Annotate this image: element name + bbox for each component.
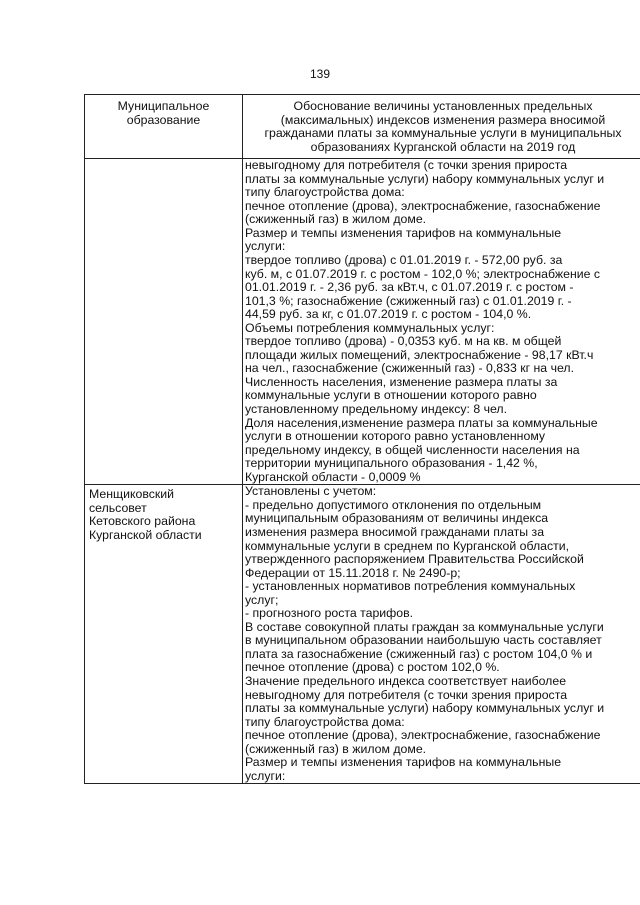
text-line: 44,59 руб. за кг, с 01.07.2019 г. с ростом - 104,0 %. — [245, 307, 532, 322]
text-line: печное отопление (дрова), электроснабжение, газоснабжение — [245, 728, 601, 743]
text-line: твердое топливо (дрова) - 0,0353 куб. м на кв. м общей — [245, 334, 562, 349]
text-line: типу благоустройства дома: — [245, 185, 405, 200]
header-justification — [243, 95, 640, 159]
municipality-name-line: Курганской области — [89, 527, 202, 542]
text-line: куб. м, с 01.07.2019 г. с ростом - 102,0 %; электроснабжение с — [245, 266, 601, 281]
text-line: (сжиженный газ) в жилом доме. — [245, 741, 427, 756]
text-line: услуги в отношении которого равно установленному — [245, 429, 546, 444]
text-line: коммунальные услуги в отношении которого равно — [245, 388, 537, 403]
text-line: платы за коммунальные услуги) набору коммунальных услуг и — [245, 701, 605, 716]
justification-text — [243, 485, 640, 783]
header-col2-line: Обоснование величины установленных предельных — [293, 99, 593, 113]
text-line: (сжиженный газ) в жилом доме. — [245, 212, 427, 227]
text-line: печное отопление (дрова), электроснабжение, газоснабжение — [245, 198, 601, 213]
municipality-name-line: Менщиковский — [89, 487, 175, 502]
text-line: территории муниципального образования - 1,42 %, — [245, 456, 538, 471]
text-line: предельному индексу, в общей численности населения на — [245, 442, 580, 457]
text-line: услуги: — [245, 768, 286, 783]
text-line: услуги: — [245, 239, 286, 254]
header-col2-line: гражданами платы за коммунальные услуги в муниципальных — [264, 126, 622, 141]
justification-text — [243, 159, 640, 484]
text-line: 101,3 %; газоснабжение (сжиженный газ) с 01.01.2019 г. - — [245, 293, 572, 308]
header-municipality — [85, 95, 243, 159]
municipality-cell-empty — [85, 159, 243, 485]
text-line: невыгодному для потребителя (с точки зрения прироста — [245, 687, 568, 702]
text-line: В составе совокупной платы граждан за коммунальные услуги — [245, 619, 604, 634]
text-line: - установленных нормативов потребления коммунальных — [245, 579, 576, 594]
table-row — [85, 485, 640, 784]
text-line: печное отопление (дрова) с ростом 102,0 %. — [245, 660, 500, 675]
justification-cell — [243, 159, 640, 485]
table-header-row — [85, 95, 640, 159]
page-number: 139 — [309, 67, 331, 81]
text-line: услуг; — [245, 592, 279, 607]
text-line: невыгодному для потребителя (с точки зрения прироста — [245, 158, 568, 173]
text-line: Доля населения,изменение размера платы за коммунальные — [245, 415, 598, 430]
text-line: плата за газоснабжение (сжиженный газ) с ростом 104,0 % и — [245, 646, 593, 661]
header-col2-line: образованиях Курганской области на 2019 год — [310, 139, 576, 154]
municipality-name-line: Кетовского района — [89, 514, 196, 529]
text-line: утвержденного распоряжением Правительства Российской — [245, 552, 584, 567]
text-line: Размер и темпы изменения тарифов на коммунальные — [245, 225, 562, 240]
text-line: Объемы потребления коммунальных услуг: — [245, 320, 495, 335]
text-line: Федерации от 15.11.2018 г. № 2490-р; — [245, 565, 461, 580]
text-line: 01.01.2019 г. - 2,36 руб. за кВт.ч, с 01.07.2019 г. с ростом - — [245, 280, 574, 295]
text-line: типу благоустройства дома: — [245, 714, 405, 729]
text-line: площади жилых помещений, электроснабжение - 98,17 кВт.ч — [245, 347, 594, 362]
header-col1-line: образование — [126, 112, 201, 127]
text-line: Численность населения, изменение размера платы за — [245, 374, 558, 389]
text-line: изменения размера вносимой гражданами платы за — [245, 524, 545, 539]
text-line: - предельно допустимого отклонения по отдельным — [245, 497, 542, 512]
text-line: Значение предельного индекса соответствует наиболее — [245, 673, 567, 688]
text-line: коммунальные услуги в среднем по Курганской области, — [245, 538, 570, 553]
text-line: - прогнозного роста тарифов. — [245, 606, 414, 621]
text-line: установленному предельному индексу: 8 чел. — [245, 402, 508, 417]
municipality-name-line: сельсовет — [89, 500, 147, 515]
municipality-cell — [85, 485, 243, 784]
justification-cell — [243, 485, 640, 784]
text-line: на чел., газоснабжение (сжиженный газ) - 0,833 кг на чел. — [245, 361, 574, 376]
text-line: платы за коммунальные услуги) набору коммунальных услуг и — [245, 171, 605, 186]
justification-table — [84, 94, 640, 784]
text-line: Курганской области - 0,0009 % — [245, 469, 421, 484]
table-row — [85, 159, 640, 485]
text-line: муниципальным образованиям от величины индекса — [245, 511, 549, 526]
text-line: Размер и темпы изменения тарифов на коммунальные — [245, 755, 562, 770]
header-col1-line: Муниципальное — [117, 99, 210, 113]
text-line: Установлены с учетом: — [245, 484, 377, 499]
text-line: в муниципальном образовании наибольшую часть составляет — [245, 633, 602, 648]
text-line: твердое топливо (дрова) с 01.01.2019 г. - 572,00 руб. за — [245, 253, 563, 268]
header-col2-line: (максимальных) индексов изменения размера вносимой — [280, 112, 606, 127]
